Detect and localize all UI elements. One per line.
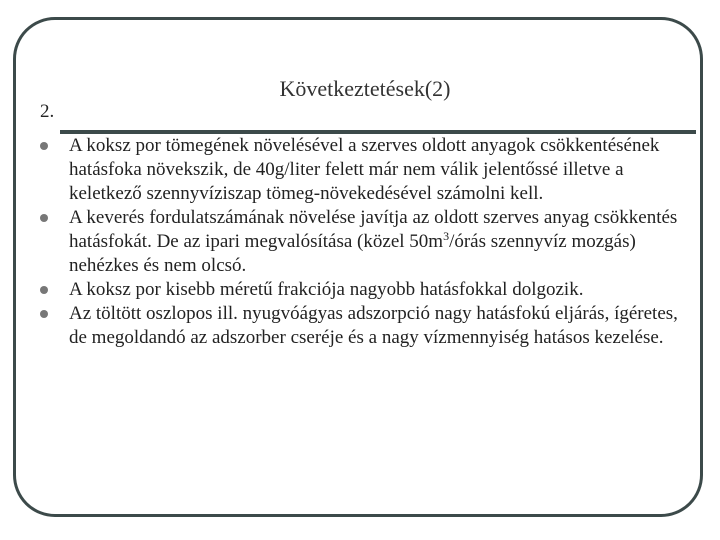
bullet-text: A koksz por kisebb méretű frakciója nagyobb hatásfokkal dolgozik. bbox=[69, 279, 584, 300]
bullet-text-part: A keverés fordulatszámának növelése javítja az oldott szerves anyag csökkentés hatásfokát. De az ipari megvalósítása (közel 50m bbox=[69, 207, 678, 252]
superscript-exponent: 3 bbox=[443, 229, 450, 243]
slide-title: Következtetések(2) bbox=[279, 76, 451, 101]
bullet-list bbox=[40, 134, 680, 350]
bullet-dot-icon bbox=[40, 142, 48, 150]
section-number: 2. bbox=[40, 101, 55, 122]
bullet-text bbox=[69, 207, 677, 276]
bullet-item bbox=[40, 134, 680, 206]
bullet-dot-icon bbox=[40, 310, 48, 318]
bullet-item bbox=[40, 302, 680, 350]
bullet-item bbox=[40, 206, 680, 278]
bullet-text: A koksz por tömegének növelésével a szerves oldott anyagok csökkentésének hatásfoka növekszik, de 40g/liter felett már nem válik jelentőssé illetve a keletkező szennyvíziszap tömeg-növekedésével számolni kell. bbox=[69, 135, 660, 204]
bullet-dot-icon bbox=[40, 286, 48, 294]
bullet-dot-icon bbox=[40, 214, 48, 222]
bullet-text: Az töltött oszlopos ill. nyugvóágyas adszorpció nagy hatásfokú eljárás, ígéretes, de megoldandó az adszorber cseréje és a nagy vízmennyiség hatásos kezelése. bbox=[69, 303, 678, 348]
bullet-text-part: /órás szennyvíz mozgás) nehézkes és nem olcsó. bbox=[69, 231, 636, 276]
bullet-item bbox=[40, 278, 680, 302]
